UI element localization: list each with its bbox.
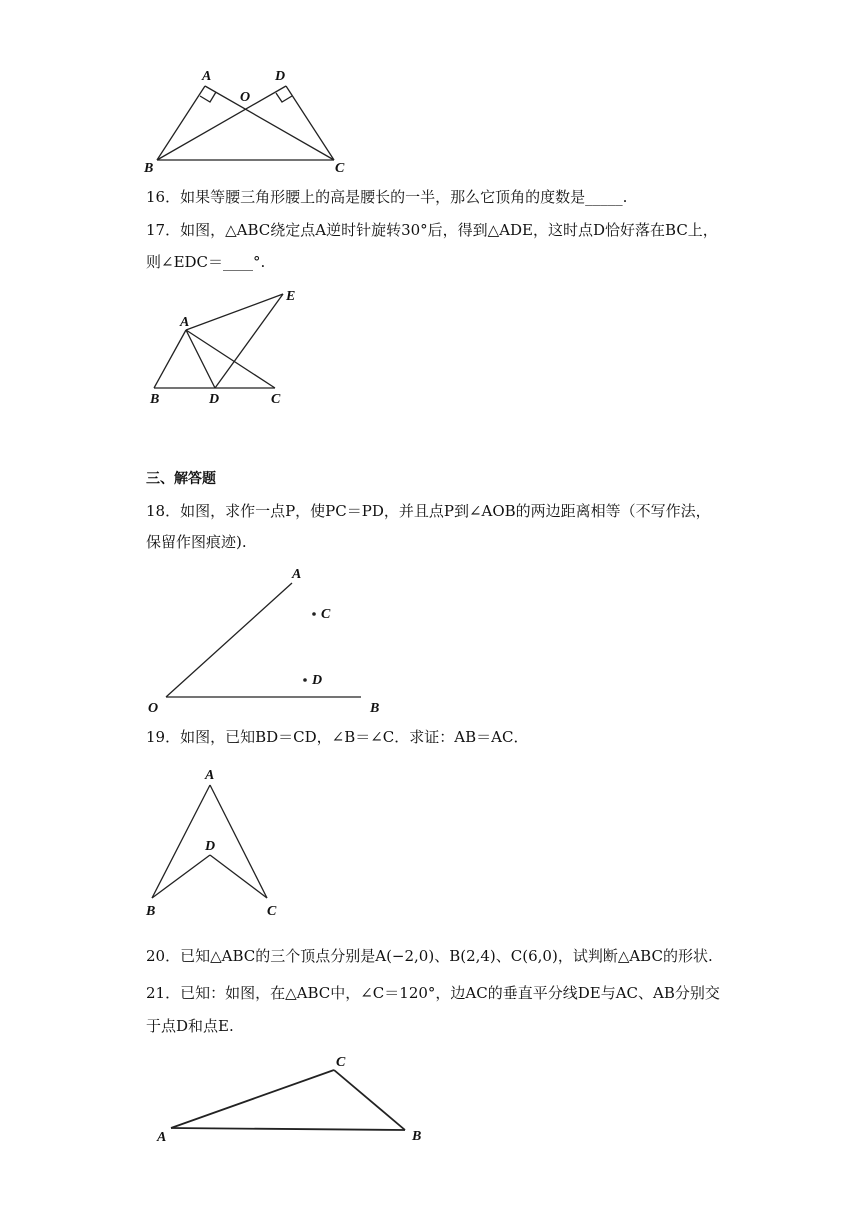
label-e: E bbox=[286, 289, 296, 304]
question-18-line2: 保留作图痕迹). bbox=[146, 533, 247, 551]
question-16: 16．如果等腰三角形腰上的高是腰长的一半，那么它顶角的度数是_____. bbox=[146, 188, 628, 206]
label-b: B bbox=[412, 1129, 422, 1144]
label-b: B bbox=[150, 392, 160, 407]
label-d: D bbox=[275, 69, 286, 84]
label-c: C bbox=[336, 1055, 346, 1070]
label-c: C bbox=[335, 161, 345, 176]
label-c: C bbox=[321, 607, 331, 622]
label-a: A bbox=[205, 768, 215, 783]
label-o: O bbox=[148, 701, 159, 716]
label-d: D bbox=[205, 839, 216, 854]
question-17-line1: 17．如图，△ABC绕定点A逆时针旋转30°后，得到△ADE，这时点D恰好落在BC上， bbox=[146, 221, 718, 239]
question-17-line2: 则∠EDC＝____°. bbox=[146, 253, 266, 271]
label-a: A bbox=[180, 315, 190, 330]
question-18-line1: 18．如图，求作一点P，使PC＝PD，并且点P到∠AOB的两边距离相等（不写作法， bbox=[146, 502, 711, 520]
label-b: B bbox=[144, 161, 154, 176]
label-o: O bbox=[240, 90, 251, 105]
question-19: 19．如图，已知BD＝CD，∠B＝∠C．求证：AB＝AC． bbox=[146, 728, 529, 746]
section-title: 三、解答题 bbox=[146, 471, 216, 487]
label-c: C bbox=[271, 392, 281, 407]
label-c: C bbox=[267, 904, 277, 919]
question-21-line1: 21．已知：如图，在△ABC中，∠C＝120°，边AC的垂直平分线DE与AC、AB分别交 bbox=[146, 984, 720, 1002]
label-d: D bbox=[209, 392, 220, 407]
label-a: A bbox=[202, 69, 212, 84]
question-20: 20．已知△ABC的三个顶点分别是A(−2,0)、B(2,4)、C(6,0)，试判断△ABC的形状. bbox=[146, 947, 713, 965]
label-b: B bbox=[370, 701, 380, 716]
label-a: A bbox=[157, 1130, 167, 1145]
question-21-line2: 于点D和点E. bbox=[146, 1017, 234, 1035]
label-a: A bbox=[292, 567, 302, 582]
label-d: D bbox=[312, 673, 323, 688]
label-b: B bbox=[146, 904, 156, 919]
